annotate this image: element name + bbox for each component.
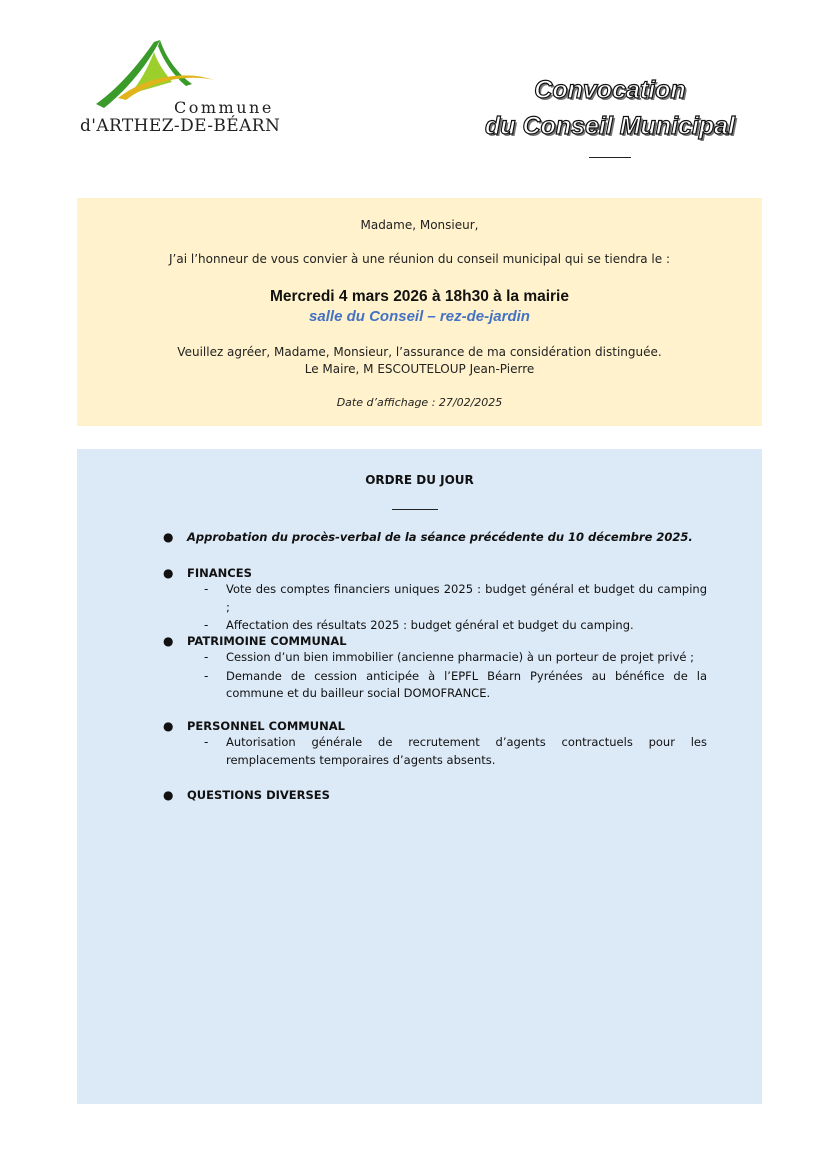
agenda-item-personnel xyxy=(163,719,707,769)
bullet-icon: ● xyxy=(163,566,174,580)
logo-commune-text: Commune xyxy=(174,98,274,117)
agenda-item-finances xyxy=(163,566,707,635)
bullet-icon: ● xyxy=(163,530,174,544)
page-title xyxy=(440,72,780,144)
bullet-icon: ● xyxy=(163,788,174,802)
agenda-item-label: QUESTIONS DIVERSES xyxy=(187,788,330,802)
convocation-box xyxy=(77,198,762,426)
bullet-icon: ● xyxy=(163,634,174,648)
agenda-item-patrimoine xyxy=(163,634,707,703)
agenda-item-questions xyxy=(163,788,707,802)
intro-text: J’ai l’honneur de vous convier à une réunion du conseil municipal qui se tiendra le : xyxy=(169,252,670,266)
agenda-subitem: - Cession d’un bien immobilier (ancienne pharmacie) à un porteur de projet privé ; xyxy=(204,650,694,664)
agenda-subitem: - Demande de cession anticipée à l’EPFL Béarn Pyrénées au bénéfice de la commune et du bailleur social DOMOFRANCE. xyxy=(204,668,707,700)
meeting-date: Mercredi 4 mars 2026 à 18h30 à la mairie xyxy=(269,288,569,305)
agenda-subitem: - Affectation des résultats 2025 : budget général et budget du camping. xyxy=(204,618,634,632)
mayor-signature: Le Maire, M ESCOUTELOUP Jean-Pierre xyxy=(304,362,535,376)
agenda-item-label: FINANCES xyxy=(187,566,252,580)
agenda-subitem: - Autorisation générale de recrutement d’agents contractuels pour les remplacements temporaires d’agents absents. xyxy=(204,735,707,767)
closing-text: Veuillez agréer, Madame, Monsieur, l’assurance de ma considération distinguée. xyxy=(177,345,662,359)
agenda-item-label: PATRIMOINE COMMUNAL xyxy=(187,634,347,648)
title-divider xyxy=(589,157,631,158)
agenda-item-approval xyxy=(163,530,707,544)
agenda-item-label: Approbation du procès-verbal de la séance précédente du 10 décembre 2025. xyxy=(187,530,693,544)
agenda-box xyxy=(77,449,762,1104)
agenda-heading: ORDRE DU JOUR xyxy=(365,473,474,487)
meeting-location: salle du Conseil – rez-de-jardin xyxy=(309,308,530,325)
agenda-item-label: PERSONNEL COMMUNAL xyxy=(187,719,345,733)
commune-logo xyxy=(78,38,308,138)
posting-date: Date d’affichage : 27/02/2025 xyxy=(336,396,503,409)
bullet-icon: ● xyxy=(163,719,174,733)
agenda-subitem: - Vote des comptes financiers uniques 2025 : budget général et budget du camping ; xyxy=(204,582,707,614)
logo-name-text: d'ARTHEZ-DE-BÉARN xyxy=(80,116,281,136)
title-line-1: Convocation xyxy=(534,76,686,104)
salutation: Madame, Monsieur, xyxy=(360,218,479,232)
title-line-2: du Conseil Municipal xyxy=(484,112,735,140)
agenda-divider xyxy=(392,509,438,510)
